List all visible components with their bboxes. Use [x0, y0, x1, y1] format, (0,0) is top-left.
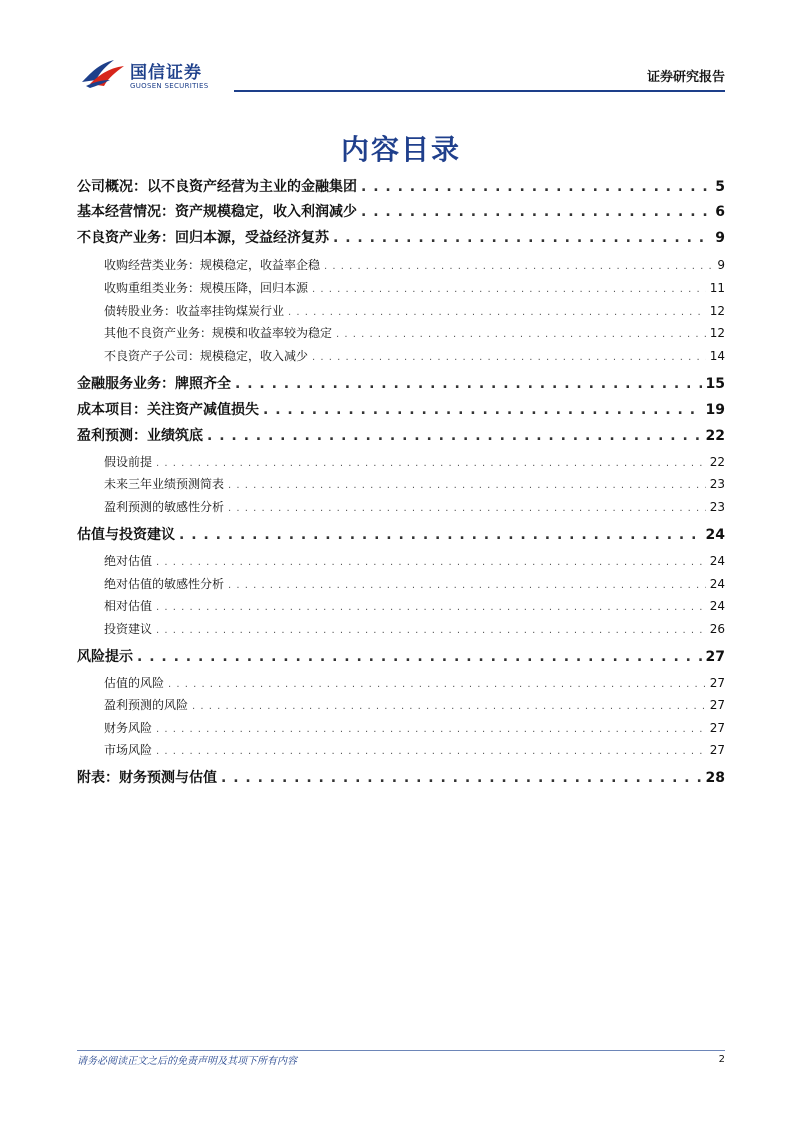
- toc-entry-label: 绝对估值: [104, 554, 153, 568]
- toc-leader-dots: [235, 376, 702, 392]
- toc-entry-label: 估值的风险: [104, 676, 165, 690]
- toc-leader-dots: [221, 770, 702, 786]
- toc-leader-dots: [179, 527, 702, 543]
- toc-subentry[interactable]: [77, 674, 725, 691]
- toc-subentry[interactable]: [77, 597, 725, 614]
- toc-entry-label: 估值与投资建议: [77, 527, 175, 543]
- toc-entry-label: 财务风险: [104, 721, 153, 735]
- toc-entry-label: 未来三年业绩预测简表: [104, 477, 225, 491]
- toc-subentry[interactable]: [77, 324, 725, 341]
- toc-leader-dots: [228, 503, 706, 514]
- toc-entry-label: 附表：财务预测与估值: [77, 770, 217, 786]
- toc-entry-page: 23: [709, 477, 725, 491]
- toc-entry-label: 相对估值: [104, 599, 153, 613]
- brand-name-english: GUOSEN SECURITIES: [130, 82, 209, 90]
- toc-entry-page: 28: [705, 770, 725, 786]
- toc-entry[interactable]: [77, 767, 725, 787]
- header-divider: [234, 90, 725, 92]
- toc-leader-dots: [228, 580, 706, 591]
- toc-subentry[interactable]: [77, 475, 725, 492]
- toc-entry[interactable]: [77, 227, 725, 247]
- toc-entry[interactable]: [77, 399, 725, 419]
- toc-entry[interactable]: [77, 524, 725, 544]
- guosen-logo: [72, 52, 242, 96]
- toc-entry[interactable]: [77, 425, 725, 445]
- toc-entry-page: 15: [705, 376, 725, 392]
- toc-leader-dots: [288, 307, 706, 318]
- toc-entry-page: 9: [717, 258, 725, 272]
- page-title: 内容目录: [340, 133, 461, 166]
- toc-subentry[interactable]: [77, 575, 725, 592]
- toc-entry-page: 27: [705, 649, 725, 665]
- toc-subentry[interactable]: [77, 696, 725, 713]
- toc-leader-dots: [156, 746, 706, 757]
- toc-leader-dots: [156, 602, 706, 613]
- toc-subentry[interactable]: [77, 279, 725, 296]
- toc-entry-page: 26: [709, 622, 725, 636]
- toc-leader-dots: [192, 701, 706, 712]
- toc-entry-label: 盈利预测：业绩筑底: [77, 428, 203, 444]
- toc-entry[interactable]: [77, 646, 725, 666]
- toc-subentry[interactable]: [77, 453, 725, 470]
- toc-entry-page: 24: [709, 577, 725, 591]
- toc-entry-page: 22: [705, 428, 725, 444]
- toc-leader-dots: [333, 230, 711, 246]
- toc-entry-page: 24: [709, 599, 725, 613]
- toc-entry-label: 收购重组类业务：规模压降，回归本源: [104, 281, 309, 295]
- toc-leader-dots: [156, 724, 706, 735]
- toc-leader-dots: [361, 179, 711, 195]
- toc-entry-page: 9: [715, 230, 725, 246]
- toc-entry-label: 收购经营类业务：规模稳定，收益率企稳: [104, 258, 321, 272]
- toc-leader-dots: [207, 428, 702, 444]
- toc-leader-dots: [336, 329, 706, 340]
- toc-entry-label: 假设前提: [104, 455, 153, 469]
- toc-entry-label: 风险提示: [77, 649, 133, 665]
- toc-entry-label: 盈利预测的敏感性分析: [104, 500, 225, 514]
- toc-entry-label: 不良资产业务：回归本源，受益经济复苏: [77, 230, 329, 246]
- toc-entry-page: 27: [709, 676, 725, 690]
- guosen-logo-icon: [80, 56, 126, 90]
- toc-entry[interactable]: [77, 373, 725, 393]
- toc-leader-dots: [156, 458, 706, 469]
- toc-leader-dots: [263, 402, 702, 418]
- toc-entry-label: 市场风险: [104, 743, 153, 757]
- toc-entry-label: 公司概况：以不良资产经营为主业的金融集团: [77, 179, 357, 195]
- toc-entry-label: 其他不良资产业务：规模和收益率较为稳定: [104, 326, 333, 340]
- toc-entry-label: 金融服务业务：牌照齐全: [77, 376, 231, 392]
- report-type-label: 证券研究报告: [646, 70, 725, 85]
- toc-leader-dots: [228, 480, 706, 491]
- toc-entry-page: 14: [709, 349, 725, 363]
- toc-entry-page: 19: [705, 402, 725, 418]
- toc-entry-page: 27: [709, 698, 725, 712]
- toc-entry-label: 投资建议: [104, 622, 153, 636]
- toc-leader-dots: [168, 679, 706, 690]
- toc-entry[interactable]: [77, 176, 725, 196]
- toc-entry-page: 24: [709, 554, 725, 568]
- toc-leader-dots: [156, 625, 706, 636]
- toc-entry-label: 不良资产子公司：规模稳定，收入减少: [104, 349, 309, 363]
- toc-leader-dots: [137, 649, 702, 665]
- toc-entry-label: 基本经营情况：资产规模稳定，收入利润减少: [77, 204, 357, 220]
- toc-entry-label: 债转股业务：收益率挂钩煤炭行业: [104, 304, 285, 318]
- toc-subentry[interactable]: [77, 741, 725, 758]
- disclaimer-text: 请务必阅读正文之后的免责声明及其项下所有内容: [77, 1056, 297, 1067]
- toc-entry-page: 23: [709, 500, 725, 514]
- toc-entry-page: 11: [709, 281, 725, 295]
- toc-subentry[interactable]: [77, 620, 725, 637]
- toc-subentry[interactable]: [77, 256, 725, 273]
- toc-leader-dots: [156, 557, 706, 568]
- page-header: [0, 0, 802, 100]
- page-number: 2: [718, 1054, 725, 1065]
- toc-leader-dots: [324, 261, 713, 272]
- brand-name: 国信证券: [130, 63, 202, 83]
- toc-entry-page: 12: [709, 326, 725, 340]
- toc-entry-page: 22: [709, 455, 725, 469]
- toc-entry-page: 27: [709, 721, 725, 735]
- toc-leader-dots: [312, 284, 706, 295]
- toc-subentry[interactable]: [77, 498, 725, 515]
- toc-subentry[interactable]: [77, 302, 725, 319]
- toc-entry-label: 盈利预测的风险: [104, 698, 189, 712]
- toc-entry[interactable]: [77, 201, 725, 221]
- toc-subentry[interactable]: [77, 719, 725, 736]
- toc-entry-page: 24: [705, 527, 725, 543]
- toc-subentry[interactable]: [77, 552, 725, 569]
- toc-entry-label: 成本项目：关注资产减值损失: [77, 402, 259, 418]
- toc-entry-label: 绝对估值的敏感性分析: [104, 577, 225, 591]
- toc-entry-page: 5: [715, 179, 725, 195]
- toc-entry-page: 12: [709, 304, 725, 318]
- toc-entry-page: 6: [715, 204, 725, 220]
- toc-subentry[interactable]: [77, 347, 725, 364]
- toc-entry-page: 27: [709, 743, 725, 757]
- footer-divider: [77, 1050, 725, 1051]
- toc-leader-dots: [312, 352, 706, 363]
- toc-leader-dots: [361, 204, 711, 220]
